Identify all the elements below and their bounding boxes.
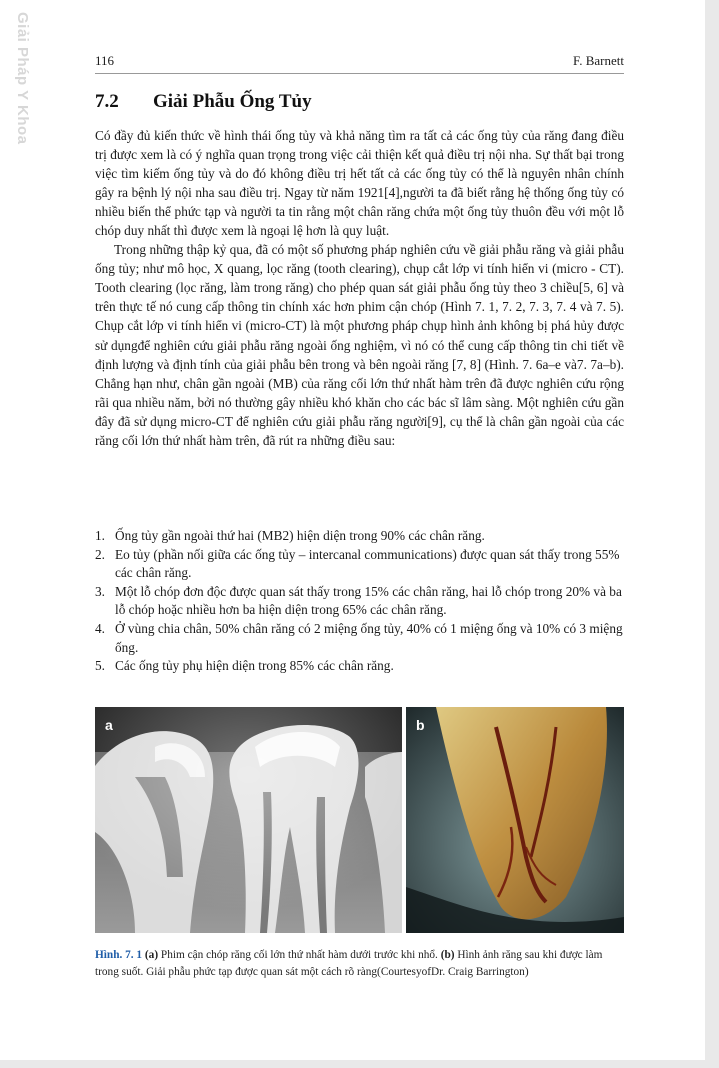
- list-item: [95, 527, 624, 546]
- header-author: F. Barnett: [573, 53, 624, 68]
- figure: [95, 707, 624, 933]
- panel-label-a: a: [105, 717, 113, 733]
- list-item-text: Eo tủy (phần nối giữa các ống tủy – intercanal communications) được quan sát thấy trong 55% các chân răng.: [115, 546, 620, 581]
- header-rule: [95, 73, 624, 74]
- findings-list: [95, 527, 624, 676]
- list-item-number: 4.: [95, 620, 105, 636]
- list-item-text: Các ống tủy phụ hiện diện trong 85% các chân răng.: [115, 658, 394, 674]
- list-item-number: 3.: [95, 583, 105, 599]
- caption-text-b: Hình ảnh răng sau khi được làm trong suốt. Giải phẫu phức tạp được quan sát một cách rõ ràng(CourtesyofDr. Craig Barrington): [95, 949, 603, 978]
- section-title: Giải Phẫu Ống Tủy: [153, 91, 312, 112]
- xray-image: [95, 707, 402, 933]
- list-item-text: Một lỗ chóp đơn độc được quan sát thấy trong 15% các chân răng, hai lỗ chóp trong 20% và ba lỗ chóp hoặc nhiều hơn ba hiện diện trong 65% các chân răng.: [115, 583, 622, 618]
- paragraph: Trong những thập kỷ qua, đã có một số phương pháp nghiên cứu về giải phẫu răng và giải phẫu ống tủy; như mô học, X quang, lọc răng (tooth clearing), chụp cắt lớp vi tính hiển vi (micro - CT). Tooth clearing (lọc răng, làm trong răng) cho phép quan sát giải phẫu ống tủy theo 3 chiều[5, 6] và trên thực tế nó cung cấp thông tin chính xác hơn phim cận chóp (Hình 7. 1, 7. 2, 7. 3, 7. 4 và 7. 5). Chụp cắt lớp vi tính hiển vi (micro-CT) là một phương pháp chụp hình ảnh không bị phá hủy được sử dụngđể nghiên cứu giải phẫu răng ngoài ống nghiệm, vì nó có thể cung cấp thông tin chi tiết về định lượng và định tính của giải phẫu bên trong và bên ngoài răng [7, 8] (Hình. 7. 6a–e và7. 7a–b). Chẳng hạn như, chân gần ngoài (MB) của răng cối lớn thứ nhất hàm trên đã được nghiên cứu rộng rãi qua nhiều năm, bởi nó thường gây nhiều khó khăn cho các bác sĩ lâm sàng. Một nghiên cứu gần đây đã sử dụng micro-CT để nghiên cứu giải phẫu răng người[9], cụ thể là chân gần ngoài của các răng cối lớn thứ nhất hàm trên, đã rút ra những điều sau:: [95, 242, 624, 448]
- section-heading: [95, 91, 312, 113]
- list-item-text: Ở vùng chia chân, 50% chân răng có 2 miệng ống tủy, 40% có 1 miệng ống và 10% có 3 miệng ống.: [115, 620, 623, 655]
- cleared-tooth-image: [406, 707, 624, 933]
- list-item-number: 1.: [95, 528, 105, 543]
- list-item: [95, 620, 624, 657]
- list-item: [95, 546, 624, 583]
- panel-label-b: b: [416, 717, 425, 733]
- list-item-number: 2.: [95, 546, 105, 562]
- body-text: [95, 126, 624, 450]
- list-item: [95, 583, 624, 620]
- xray-illustration: [95, 707, 402, 933]
- figure-caption: [95, 947, 624, 980]
- list-item-text: Ống tủy gần ngoài thứ hai (MB2) hiện diện trong 90% các chân răng.: [115, 528, 485, 543]
- caption-figure-label: Hình. 7. 1: [95, 949, 143, 961]
- list-item: [95, 657, 624, 676]
- list-item-number: 5.: [95, 658, 105, 674]
- caption-part-b-label: (b): [440, 949, 455, 961]
- caption-text-a: Phim cận chóp răng cối lớn thứ nhất hàm dưới trước khi nhổ.: [158, 949, 441, 961]
- section-number: 7.2: [95, 91, 119, 112]
- running-header: [95, 53, 624, 69]
- watermark: Giải Pháp Y Khoa: [14, 12, 31, 145]
- cleared-tooth-illustration: [406, 707, 624, 933]
- caption-part-a-label: (a): [144, 949, 159, 961]
- paragraph: Có đầy đủ kiến thức về hình thái ống tủy và khả năng tìm ra tất cả các ống tủy của răng đang điều trị được xem là có ý nghĩa quan trọng trong việc cải thiện kết quả điều trị nội nha. Sự thất bại trong việc tìm kiếm ống tủy và do đó không điều trị hết tất cả các ống tủy có thể là nguyên nhân chính gây ra bệnh lý nội nha sau điều trị. Ngay từ năm 1921[4],người ta đã biết rằng hệ thống ống tủy có nhiều biến thể phức tạp và người ta tin rằng một chân răng chứa một ống tủy thuôn đều với một lỗ chóp duy nhất thì được xem là ngoại lệ hơn là quy luật.: [95, 128, 624, 239]
- page-number: 116: [95, 53, 115, 68]
